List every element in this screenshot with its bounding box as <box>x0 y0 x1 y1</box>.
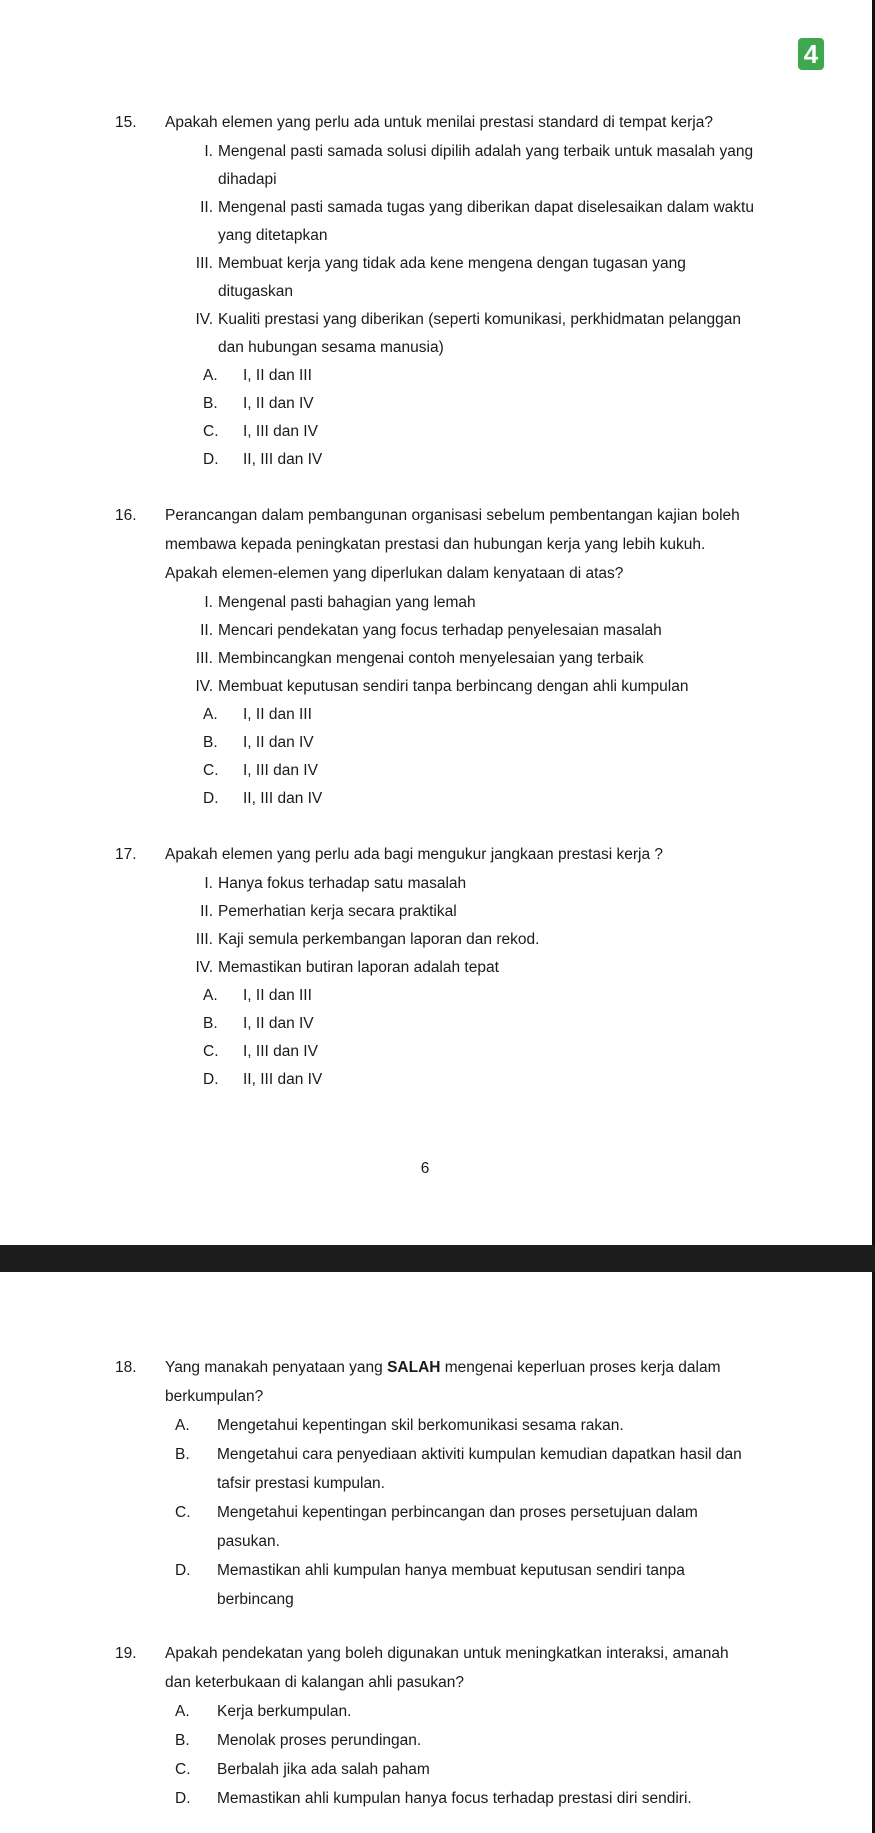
q17-option-a-letter: A. <box>203 987 218 1004</box>
q19-option-b: Menolak proses perundingan. <box>217 1732 422 1749</box>
q15-option-d-letter: D. <box>203 451 219 468</box>
q17-item-2-text: Pemerhatian kerja secara praktikal <box>218 903 457 920</box>
q17-option-d: II, III dan IV <box>243 1071 323 1088</box>
q18-question-pre: Yang manakah penyataan yang <box>165 1359 388 1376</box>
q17-item-1-text: Hanya fokus terhadap satu masalah <box>218 875 467 892</box>
q16-item-4-text: Membuat keputusan sendiri tanpa berbincang dengan ahli kumpulan <box>218 678 689 695</box>
q16-question-line-3: Apakah elemen-elemen yang diperlukan dalam kenyataan di atas? <box>165 565 624 582</box>
q18-question-line-2: berkumpulan? <box>165 1388 264 1405</box>
q18-option-b: Mengetahui cara penyediaan aktiviti kumpulan kemudian dapatkan hasil dan <box>217 1446 742 1463</box>
q15-item-1-cont: dihadapi <box>218 171 277 188</box>
q18-option-c-letter: C. <box>175 1504 191 1521</box>
q18-option-c-cont: pasukan. <box>217 1533 280 1550</box>
q17-number: 17. <box>115 846 137 863</box>
q16-option-c: I, III dan IV <box>243 762 318 779</box>
q16-item-2-num: II. <box>200 622 213 639</box>
q15-item-3-cont: ditugaskan <box>218 283 293 300</box>
q16-option-a: I, II dan III <box>243 706 312 723</box>
q18-option-c: Mengetahui kepentingan perbincangan dan proses persetujuan dalam <box>217 1504 698 1521</box>
q16-item-1-num: I. <box>204 594 213 611</box>
q17-item-4-text: Memastikan butiran laporan adalah tepat <box>218 959 499 976</box>
q17-item-2-num: II. <box>200 903 213 920</box>
q16-question-line-1: Perancangan dalam pembangunan organisasi sebelum pembentangan kajian boleh <box>165 507 740 524</box>
q15-number: 15. <box>115 114 137 131</box>
q18-option-d: Memastikan ahli kumpulan hanya membuat keputusan sendiri tanpa <box>217 1562 685 1579</box>
q19-number: 19. <box>115 1645 137 1662</box>
page-badge: 4 <box>798 38 824 70</box>
q18-option-b-letter: B. <box>175 1446 190 1463</box>
q17-option-a: I, II dan III <box>243 987 312 1004</box>
q17-item-4-num: IV. <box>195 959 213 976</box>
q18-option-a: Mengetahui kepentingan skil berkomunikasi sesama rakan. <box>217 1417 624 1434</box>
q16-number: 16. <box>115 507 137 524</box>
q15-item-1-num: I. <box>204 143 213 160</box>
q19-option-d-letter: D. <box>175 1790 191 1807</box>
q16-option-a-letter: A. <box>203 706 218 723</box>
q18-option-d-cont: berbincang <box>217 1591 294 1608</box>
q15-option-b-letter: B. <box>203 395 218 412</box>
page-number: 6 <box>420 1160 430 1177</box>
q15-item-2-num: II. <box>200 199 213 216</box>
q15-item-3-num: III. <box>195 255 213 272</box>
q16-option-b-letter: B. <box>203 734 218 751</box>
q15-option-c-letter: C. <box>203 423 219 440</box>
q15-option-a: I, II dan III <box>243 367 312 384</box>
q17-option-d-letter: D. <box>203 1071 219 1088</box>
q18-number: 18. <box>115 1359 137 1376</box>
q18-option-a-letter: A. <box>175 1417 190 1434</box>
q15-option-d: II, III dan IV <box>243 451 323 468</box>
q17-option-c-letter: C. <box>203 1043 219 1060</box>
q19-option-d: Memastikan ahli kumpulan hanya focus terhadap prestasi diri sendiri. <box>217 1790 692 1807</box>
q18-question-bold: SALAH <box>387 1359 441 1376</box>
q15-option-c: I, III dan IV <box>243 423 318 440</box>
q15-item-3-text: Membuat kerja yang tidak ada kene mengena dengan tugasan yang <box>218 255 686 272</box>
q15-item-1-text: Mengenal pasti samada solusi dipilih adalah yang terbaik untuk masalah yang <box>218 143 754 160</box>
q18-option-d-letter: D. <box>175 1562 191 1579</box>
q18-option-b-cont: tafsir prestasi kumpulan. <box>217 1475 385 1492</box>
q15-option-b: I, II dan IV <box>243 395 314 412</box>
q19-question-line-2: dan keterbukaan di kalangan ahli pasukan? <box>165 1674 465 1691</box>
q15-option-a-letter: A. <box>203 367 218 384</box>
q19-option-a: Kerja berkumpulan. <box>217 1703 352 1720</box>
q16-item-4-num: IV. <box>195 678 213 695</box>
q16-option-d: II, III dan IV <box>243 790 323 807</box>
q19-option-c-letter: C. <box>175 1761 191 1778</box>
q16-option-c-letter: C. <box>203 762 219 779</box>
q17-item-1-num: I. <box>204 875 213 892</box>
q16-option-d-letter: D. <box>203 790 219 807</box>
q18-question-line-1 <box>165 1360 720 1376</box>
q17-item-3-text: Kaji semula perkembangan laporan dan rekod. <box>218 931 540 948</box>
q17-item-3-num: III. <box>195 931 213 948</box>
q15-question: Apakah elemen yang perlu ada untuk menilai prestasi standard di tempat kerja? <box>165 114 713 131</box>
q17-option-b: I, II dan IV <box>243 1015 314 1032</box>
q19-option-b-letter: B. <box>175 1732 190 1749</box>
page-separator-band <box>0 1245 875 1272</box>
q19-option-a-letter: A. <box>175 1703 190 1720</box>
q17-option-b-letter: B. <box>203 1015 218 1032</box>
q18-question-post: mengenai keperluan proses kerja dalam <box>440 1359 721 1376</box>
q16-item-1-text: Mengenal pasti bahagian yang lemah <box>218 594 476 611</box>
q19-question-line-1: Apakah pendekatan yang boleh digunakan untuk meningkatkan interaksi, amanah <box>165 1645 729 1662</box>
q15-item-4-num: IV. <box>195 311 213 328</box>
q15-item-2-text: Mengenal pasti samada tugas yang diberikan dapat diselesaikan dalam waktu <box>218 199 754 216</box>
q16-item-2-text: Mencari pendekatan yang focus terhadap penyelesaian masalah <box>218 622 662 639</box>
q16-question-line-2: membawa kepada peningkatan prestasi dan hubungan kerja yang lebih kukuh. <box>165 536 706 553</box>
q15-item-2-cont: yang ditetapkan <box>218 227 328 244</box>
q16-item-3-num: III. <box>195 650 213 667</box>
q17-option-c: I, III dan IV <box>243 1043 318 1060</box>
q19-option-c: Berbalah jika ada salah paham <box>217 1761 430 1778</box>
q17-question: Apakah elemen yang perlu ada bagi mengukur jangkaan prestasi kerja ? <box>165 846 664 863</box>
q15-item-4-cont: dan hubungan sesama manusia) <box>218 339 444 356</box>
q15-item-4-text: Kualiti prestasi yang diberikan (seperti komunikasi, perkhidmatan pelanggan <box>218 311 741 328</box>
q16-option-b: I, II dan IV <box>243 734 314 751</box>
q16-item-3-text: Membincangkan mengenai contoh menyelesaian yang terbaik <box>218 650 644 667</box>
